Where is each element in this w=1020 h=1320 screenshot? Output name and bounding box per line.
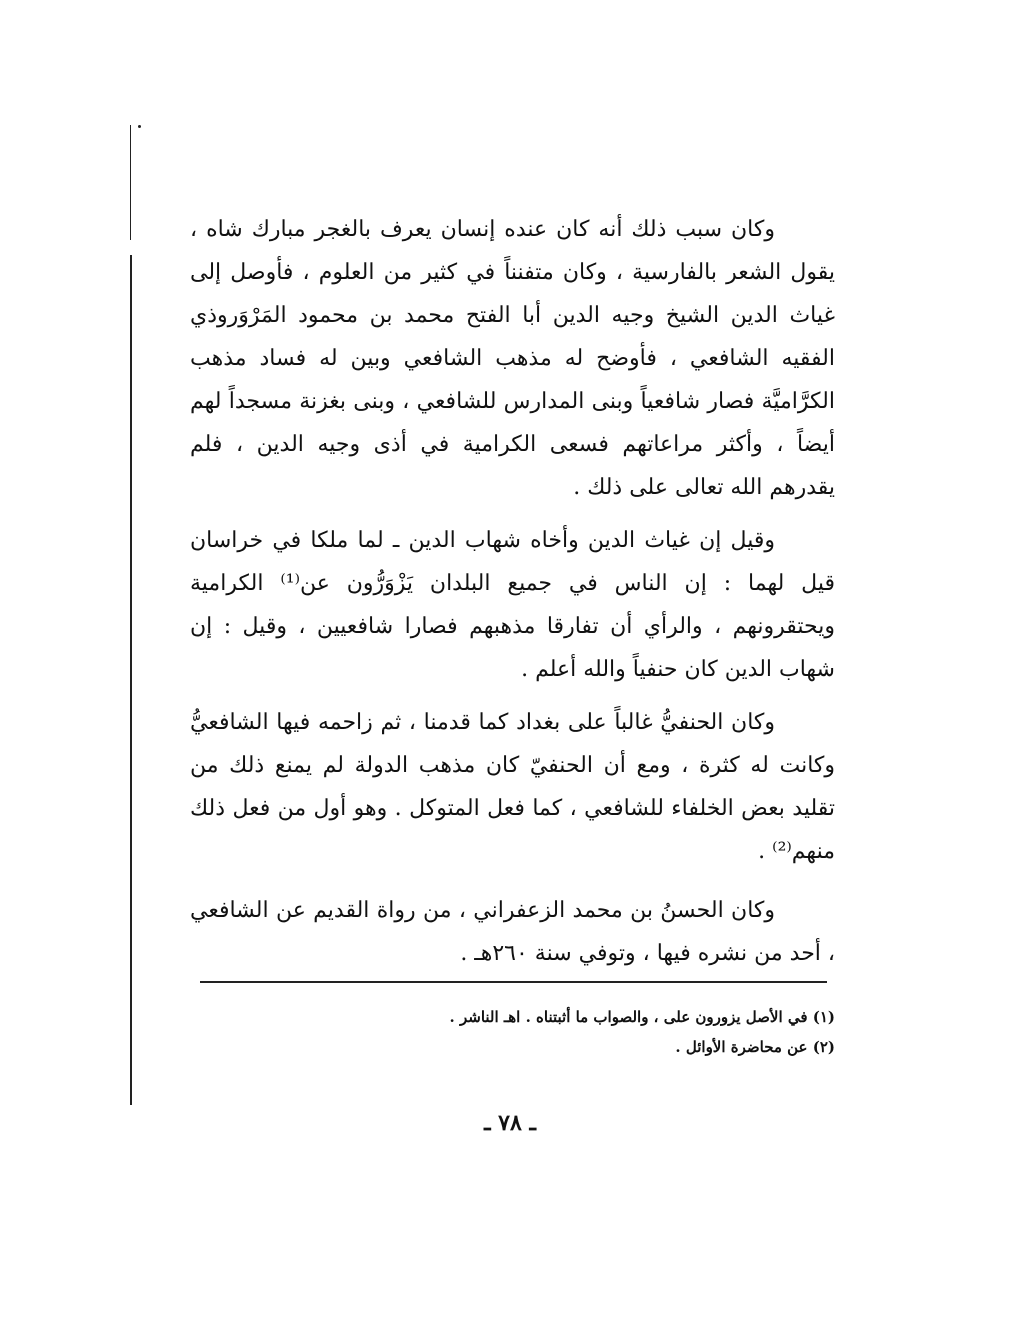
- footnote-1: (١) في الأصل يزورون على ، والصواب ما أثبتناه . اهـ الناشر .: [449, 1008, 835, 1026]
- margin-line-top: [130, 125, 131, 240]
- paragraph-2: وقيل إن غياث الدين وأخاه شهاب الدين ـ لما ملكا في خراسان قيل لهما : إن الناس في جميع البلدان يَزْوَرُّون عن⁽¹⁾ الكرامية ويحتقرونهم ، والرأي أن تفارقا مذهبهم فصارا شافعيين ، وقيل : إن شهاب الدين كان حنفياً والله أعلم .: [190, 528, 835, 682]
- footnote-divider: [200, 981, 827, 983]
- paragraph-1: وكان سبب ذلك أنه كان عنده إنسان يعرف بالغجر مبارك شاه ، يقول الشعر بالفارسية ، وكان متفنناً في كثير من العلوم ، فأوصل إلى غياث الدين الشيخ وجيه الدين أبا الفتح محمد بن محمود المَرْوَروذي الفقيه الشافعي ، فأوضح له مذهب الشافعي وبين له فساد مذهب الكرَّاميَّة فصار شافعياً وبنى المدارس للشافعي ، وبنى بغزنة مسجداً لهم أيضاً ، وأكثر مراعاتهم فسعى الكرامية في أذى وجيه الدين ، فلم يقدرهم الله تعالى على ذلك .: [190, 217, 835, 500]
- footnote-2: (٢) عن محاضرة الأوائل .: [675, 1038, 835, 1056]
- page-body: [190, 208, 835, 993]
- margin-line: [130, 255, 132, 1105]
- margin-mark: [138, 125, 141, 128]
- paragraph-4: وكان الحسنُ بن محمد الزعفراني ، من رواة القديم عن الشافعي ، أحد من نشره فيها ، وتوفي سنة ٢٦٠هـ .: [190, 898, 835, 966]
- footnotes: [200, 1002, 835, 1062]
- page-number: ـ ٧٨ ـ: [484, 1110, 536, 1136]
- paragraph-3: وكان الحنفيُّ غالباً على بغداد كما قدمنا ، ثم زاحمه فيها الشافعيُّ وكانت له كثرة ، ومع أن الحنفيّ كان مذهب الدولة لم يمنع ذلك من تقليد بعض الخلفاء للشافعي ، كما فعل المتوكل . وهو أول من فعل ذلك منهم⁽²⁾ .: [190, 710, 835, 864]
